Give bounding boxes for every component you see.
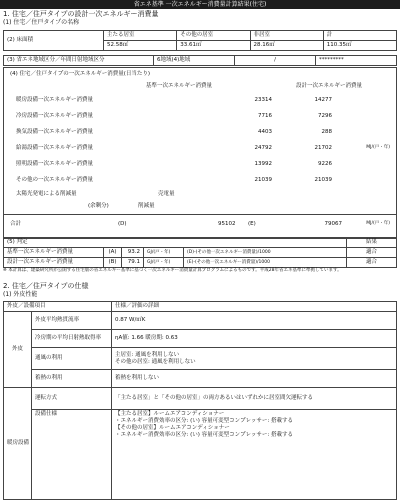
total-v2: 79067 [324,221,342,227]
row1-label: 冷房設備一次エネルギー消費量 [16,113,94,119]
judge1-unit: GJ/(戸・年) [144,258,184,268]
cogen-label: (余剰分) [88,203,109,209]
name-label: (1) 住宅／住戸タイプの名称 [3,19,80,26]
row5-v1: 21039 [254,177,272,183]
judge1-label: 設計一次エネルギー消費量 [4,258,104,268]
row5-label: その他の一次エネルギー消費量 [16,177,94,183]
region-label: (3) 省エネ地域区分／年間日射地域区分 [4,56,154,66]
section2-sub: (1) 外皮性能 [3,291,38,298]
heat-label: 暖房設備 [4,388,32,500]
total-v1: 95102 [218,221,236,227]
row3-unit: MJ/(戸・年) [366,145,390,150]
area-value-1: 52.58㎡ [104,41,177,51]
energy-col2: 設計一次エネルギー消費量 [295,83,362,89]
judge1-result: 適合 [347,258,397,268]
outer2-item: 通風の利用 [32,348,112,370]
judge1-code: (B) [104,258,122,268]
area-table [3,30,397,51]
outer1-detail: ηA値: 1.66 暖房期: 0.63 [112,330,397,348]
row2-label: 換気設備一次エネルギー消費量 [16,129,94,135]
row3-label: 給湯設備一次エネルギー消費量 [16,145,94,151]
cogen-sub: 削減量 [138,203,155,209]
judge0-formula: (D)-(その他一次エネルギー消費量)/1000 [184,248,347,258]
row2-v1: 4403 [258,129,272,135]
solar-label: 太陽光発電による削減量 [16,191,77,197]
heat1-item: 設備仕様 [32,410,112,500]
judge0-label: 基準一次エネルギー消費量 [4,248,104,258]
row1-v2: 7296 [318,113,332,119]
spec-table [3,301,397,500]
judge-result-header: 結果 [347,238,397,248]
heat0-detail: 「主たる居室」と「その他の居室」の両方あるいはいずれかに居室間欠運転する [112,388,397,410]
region-value: 6地域(4)地域 [154,56,235,66]
region-stars: ********* [316,56,397,66]
total-label: 合計 [10,221,22,227]
outer2-detail: 主居室: 通風を利用しない その他の居室: 通風を利用しない [112,348,397,370]
judge0-code: (A) [104,248,122,258]
judge-table [3,237,397,268]
heat1-detail: 【主たる居室】ルームエアコンディショナー ・エネルギー消費効率の区分: (い) 容量可変型コンプレッサー: 搭載する 【その他の居室】ルームエアコンディショナー ・エネルギー消費効率の区分: (い) 容量可変型コンプレッサー: 搭載する [112,410,397,500]
area-value-3: 28.16㎡ [250,41,323,51]
energy-box [3,67,397,239]
section1-title: 1. 住宅／住戸タイプの設計一次エネルギー消費量 [3,10,159,18]
row0-label: 暖房設備一次エネルギー消費量 [16,97,94,103]
area-header-3: 非居室 [250,31,323,41]
page-header: 省エネ基準 一次エネルギー消費量計算結果(住宅) [0,0,400,9]
total-code: (D) [118,221,127,227]
row4-label: 照明設備一次エネルギー消費量 [16,161,94,167]
area-header-4: 計 [323,31,396,41]
solar-sub: 売電量 [158,191,175,197]
row4-v1: 13992 [254,161,272,167]
area-label: (2) 床面積 [4,31,104,51]
outer1-item: 冷房期の平均日射熱取得率 [32,330,112,348]
outer-label: 外皮 [4,312,32,388]
outer0-item: 外皮平均熱貫流率 [32,312,112,330]
energy-col1: 基準一次エネルギー消費量 [145,83,212,89]
outer3-detail: 蓄熱を利用しない [112,370,397,388]
judge0-result: 適合 [347,248,397,258]
energy-title: (4) 住宅／住戸タイプの一次エネルギー消費量(日当たり) [10,71,151,77]
area-value-2: 33.61㎡ [177,41,250,51]
area-header-1: 主たる居室 [104,31,177,41]
row0-v1: 23314 [254,97,272,103]
judge0-unit: GJ/(戸・年) [144,248,184,258]
judge-title: (5) 判定 [4,238,347,248]
region-sep: / [235,56,316,66]
spec-col2: 仕様／評価の詳細 [112,302,397,312]
area-value-4: 110.35㎡ [323,41,396,51]
outer0-detail: 0.87 W/㎡K [112,312,397,330]
total-code2: (E) [248,221,256,227]
row0-v2: 14277 [314,97,332,103]
row3-v1: 24792 [254,145,272,151]
heat0-item: 運転方式 [32,388,112,410]
total-unit: MJ/(戸・年) [366,221,390,226]
judge1-formula: (E)-(その他一次エネルギー消費量)/1000 [184,258,347,268]
row5-v2: 21039 [314,177,332,183]
row1-v1: 7716 [258,113,272,119]
outer3-item: 蓄熱の利用 [32,370,112,388]
judge1-value: 79.1 [122,258,144,268]
judge0-value: 93.2 [122,248,144,258]
spec-col1: 外皮／設備項目 [4,302,112,312]
row3-v2: 21702 [314,145,332,151]
footnote: ※ 本計算は、建築研究所が公開する住宅版の省エネルギー基準に基づく一次エネルギー消費量計算プログラムによるものです。平成28年省エネ基準に準拠しています。 [3,268,342,273]
area-header-2: その他の居室 [177,31,250,41]
row4-v2: 9226 [318,161,332,167]
row2-v2: 288 [321,129,332,135]
section2-title: 2. 住宅／住戸タイプの仕様 [3,282,89,290]
region-table [3,55,397,66]
